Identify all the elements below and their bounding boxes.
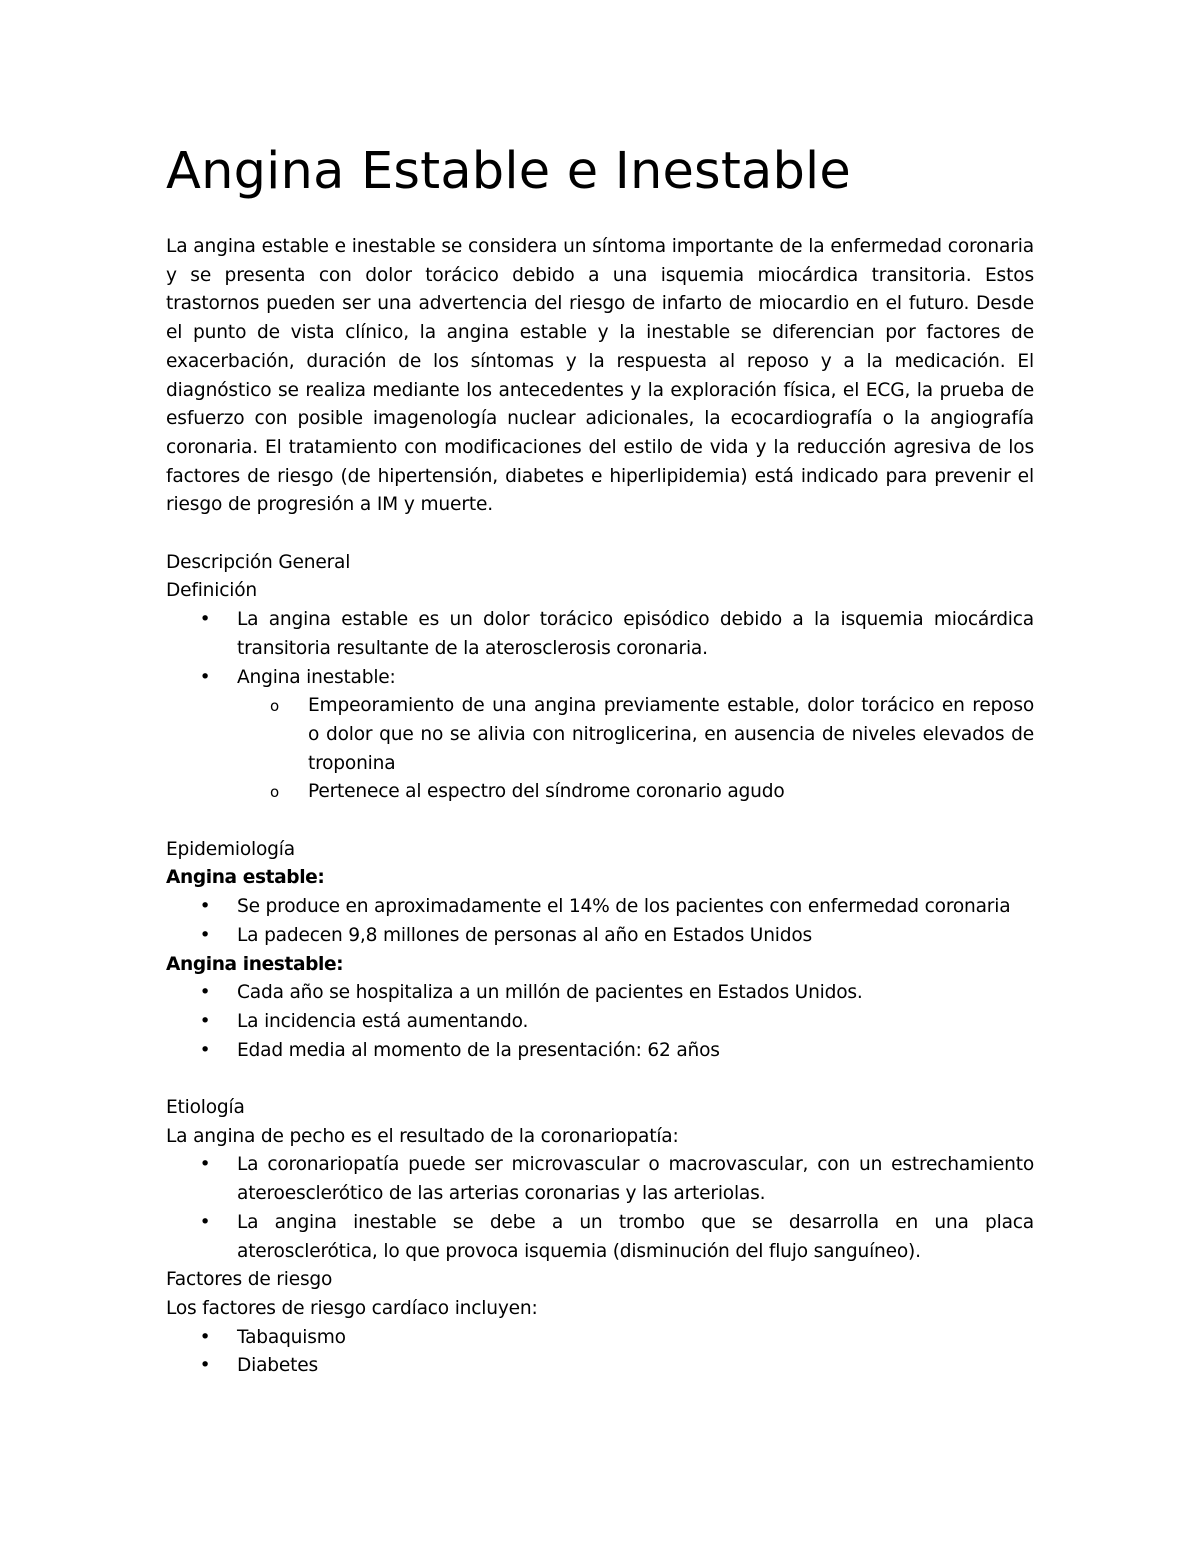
list-item [166,893,1034,922]
bullet-icon: • [199,1211,211,1233]
stable-angina-list [166,893,1034,950]
risk-factors-list [166,1324,1034,1381]
list-item-text: Tabaquismo [237,1326,346,1348]
list-item [166,664,1034,808]
unstable-angina-list [166,979,1034,1065]
list-item [166,979,1034,1008]
list-item [166,606,1034,663]
definition-heading: Definición [166,580,257,602]
list-item [166,1151,1034,1208]
list-item [166,1352,1034,1381]
sub-list [237,692,1034,807]
sub-list-item [237,692,1034,778]
etiology-heading: Etiología [166,1097,245,1119]
stable-angina-heading: Angina estable: [166,867,325,889]
sub-bullet-icon: o [270,697,279,716]
list-item-text: La angina inestable se debe a un trombo que se desarrolla en una placa aterosclerótica, lo que provoca isquemia (disminución del flujo sanguíneo). [237,1211,1034,1262]
paragraph-gap [166,1065,1034,1094]
list-item-text: La angina estable es un dolor torácico episódico debido a la isquemia miocárdica transitoria resultante de la aterosclerosis coronaria. [237,609,1034,659]
list-item [166,922,1034,951]
bullet-icon: • [199,1326,211,1348]
definition-list [166,606,1034,807]
document-title: Angina Estable e Inestable [166,142,851,201]
document-body [166,233,1034,1381]
bullet-icon: • [199,666,211,688]
bullet-icon: • [199,924,211,946]
bullet-icon: • [199,982,211,1004]
list-item-text: La padecen 9,8 millones de personas al año en Estados Unidos [237,924,813,946]
unstable-angina-heading: Angina inestable: [166,953,344,975]
bullet-icon: • [199,1154,211,1176]
overview-heading: Descripción General [166,551,351,573]
list-item-text: Se produce en aproximadamente el 14% de los pacientes con enfermedad coronaria [237,896,1011,918]
sub-bullet-icon: o [270,783,279,802]
bullet-icon: • [199,1039,211,1061]
bullet-icon: • [199,609,211,631]
bullet-icon: • [199,1010,211,1032]
list-item-text: La incidencia está aumentando. [237,1010,529,1032]
list-item-text: Cada año se hospitaliza a un millón de pacientes en Estados Unidos. [237,982,863,1004]
sub-list-item [237,778,1034,807]
etiology-list [166,1151,1034,1266]
sub-list-item-text: Empeoramiento de una angina previamente estable, dolor torácico en reposo o dolor que no se alivia con nitroglicerina, en ausencia de niveles elevados de troponina [308,695,1034,774]
list-item [166,1209,1034,1266]
list-item-text: Angina inestable: [237,666,396,688]
intro-paragraph: La angina estable e inestable se considera un síntoma importante de la enfermedad coronaria y se presenta con dolor torácico debido a una isquemia miocárdica transitoria. Estos trastornos pueden ser una advertencia del riesgo de infarto de miocardio en el futuro. Desde el punto de vista clínico, la angina estable y la inestable se diferencian por factores de exacerbación, duración de los síntomas y la respuesta al reposo y a la medicación. El diagnóstico se realiza mediante los antecedentes y la exploración física, el ECG, la prueba de esfuerzo con posible imagenología nuclear adicionales, la ecocardiografía o la angiografía coronaria. El tratamiento con modificaciones del estilo de vida y la reducción agresiva de los factores de riesgo (de hipertensión, diabetes e hiperlipidemia) está indicado para prevenir el riesgo de progresión a IM y muerte. [166,236,1034,516]
paragraph-gap [166,520,1034,549]
list-item [166,1037,1034,1066]
etiology-lead: La angina de pecho es el resultado de la coronariopatía: [166,1125,679,1147]
list-item-text: Diabetes [237,1355,318,1377]
bullet-icon: • [199,896,211,918]
paragraph-gap [166,807,1034,836]
list-item [166,1008,1034,1037]
epidemiology-heading: Epidemiología [166,838,295,860]
bullet-icon: • [199,1355,211,1377]
sub-list-item-text: Pertenece al espectro del síndrome coronario agudo [308,781,785,803]
risk-factors-lead: Los factores de riesgo cardíaco incluyen: [166,1297,538,1319]
risk-factors-heading: Factores de riesgo [166,1269,333,1291]
list-item-text: La coronariopatía puede ser microvascular o macrovascular, con un estrechamiento ateroesclerótico de las arterias coronarias y las arteriolas. [237,1154,1034,1205]
list-item-text: Edad media al momento de la presentación: 62 años [237,1039,720,1061]
list-item [166,1324,1034,1353]
